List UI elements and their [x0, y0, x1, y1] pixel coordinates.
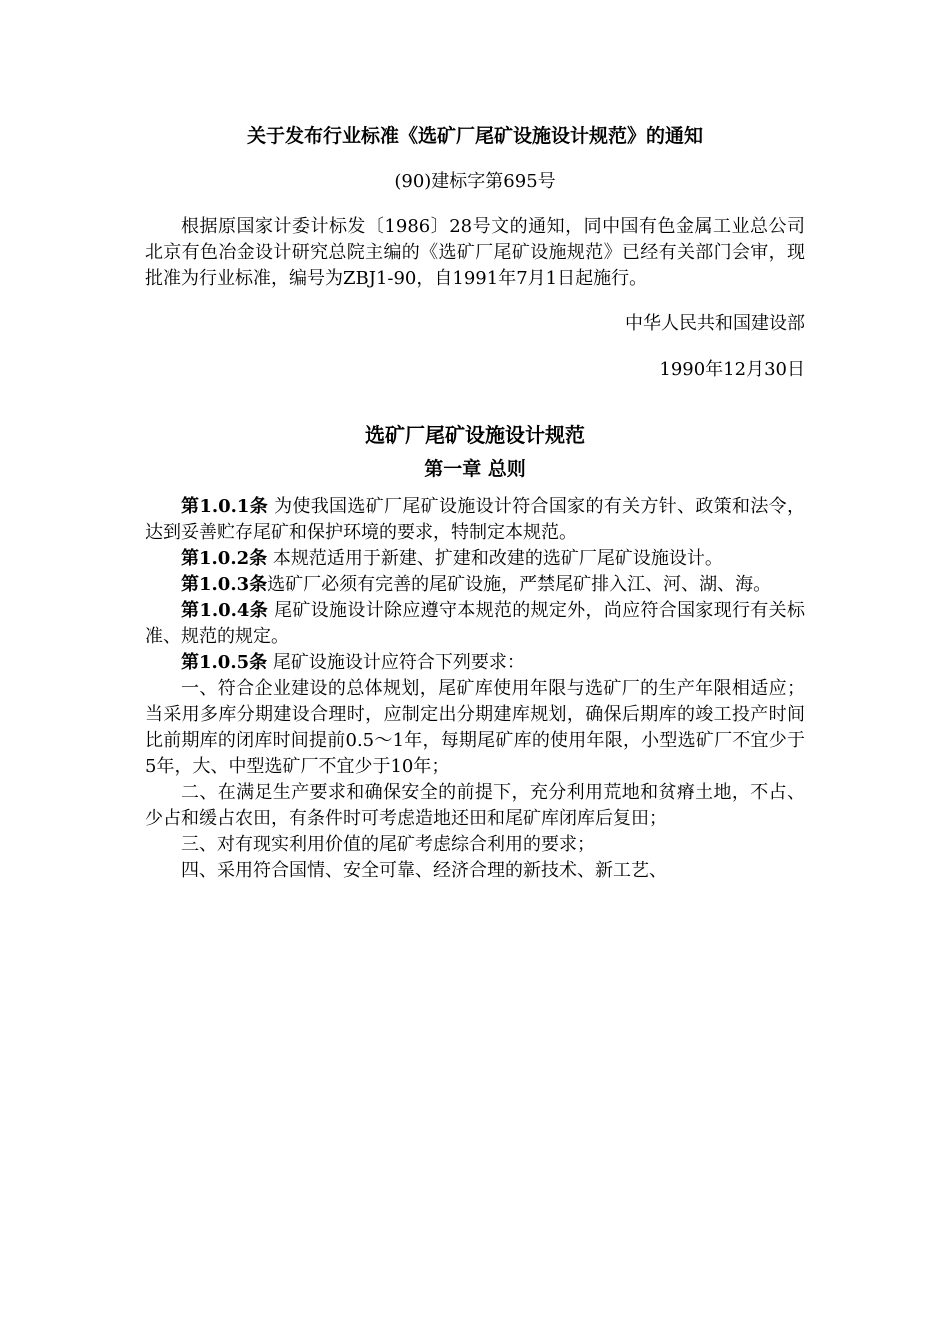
article-text: 尾矿设施设计应符合下列要求：	[267, 652, 525, 673]
article-label: 第1.0.3条	[181, 574, 268, 595]
issue-date: 1990年12月30日	[659, 359, 805, 380]
article-label: 第1.0.4条	[181, 600, 269, 621]
document-content	[145, 122, 805, 884]
article-text: 为使我国选矿厂尾矿设施设计符合国家的有关方针、政策和法令，达到妥善贮存尾矿和保护环境的要求，特制定本规范。	[145, 496, 805, 543]
article-1-0-5	[145, 650, 805, 676]
document-number: (90)建标字第695号	[394, 171, 556, 192]
article-label: 第1.0.5条	[181, 652, 268, 673]
notice-body: 根据原国家计委计标发〔1986〕28号文的通知，同中国有色金属工业总公司北京有色冶金设计研究总院主编的《选矿厂尾矿设施规范》已经有关部门会审，现批准为行业标准，编号为ZBJ1-90，自1991年7月1日起施行。	[145, 216, 805, 289]
article-text: 本规范适用于新建、扩建和改建的选矿厂尾矿设施设计。	[267, 548, 723, 569]
list-item: 二、在满足生产要求和确保安全的前提下，充分利用荒地和贫瘠土地，不占、少占和缓占农田，有条件时可考虑造地还田和尾矿库闭库后复田；	[145, 782, 805, 829]
article-label: 第1.0.2条	[181, 548, 268, 569]
article-text: 尾矿设施设计除应遵守本规范的规定外，尚应符合国家现行有关标准、规范的规定。	[145, 600, 805, 647]
article-1-0-1	[145, 494, 805, 546]
list-item: 一、符合企业建设的总体规划，尾矿库使用年限与选矿厂的生产年限相适应；当采用多库分期建设合理时，应制定出分期建库规划，确保后期库的竣工投产时间比前期库的闭库时间提前0.5～1年，每期尾矿库的使用年限，小型选矿厂不宜少于5年，大、中型选矿厂不宜少于10年；	[145, 678, 805, 777]
issuer: 中华人民共和国建设部	[625, 313, 805, 334]
article-1-0-3	[145, 572, 805, 598]
article-label: 第1.0.1条	[181, 496, 269, 517]
notice-title: 关于发布行业标准《选矿厂尾矿设施设计规范》的通知	[246, 125, 703, 147]
chapter-title: 第一章 总则	[424, 458, 526, 480]
article-text: 选矿厂必须有完善的尾矿设施，严禁尾矿排入江、河、湖、海。	[267, 574, 772, 595]
spec-title: 选矿厂尾矿设施设计规范	[365, 423, 585, 447]
list-item: 四、采用符合国情、安全可靠、经济合理的新技术、新工艺、	[181, 860, 667, 881]
list-item: 三、对有现实利用价值的尾矿考虑综合利用的要求；	[181, 834, 595, 855]
article-1-0-2	[145, 546, 805, 572]
article-1-0-4	[145, 598, 805, 650]
